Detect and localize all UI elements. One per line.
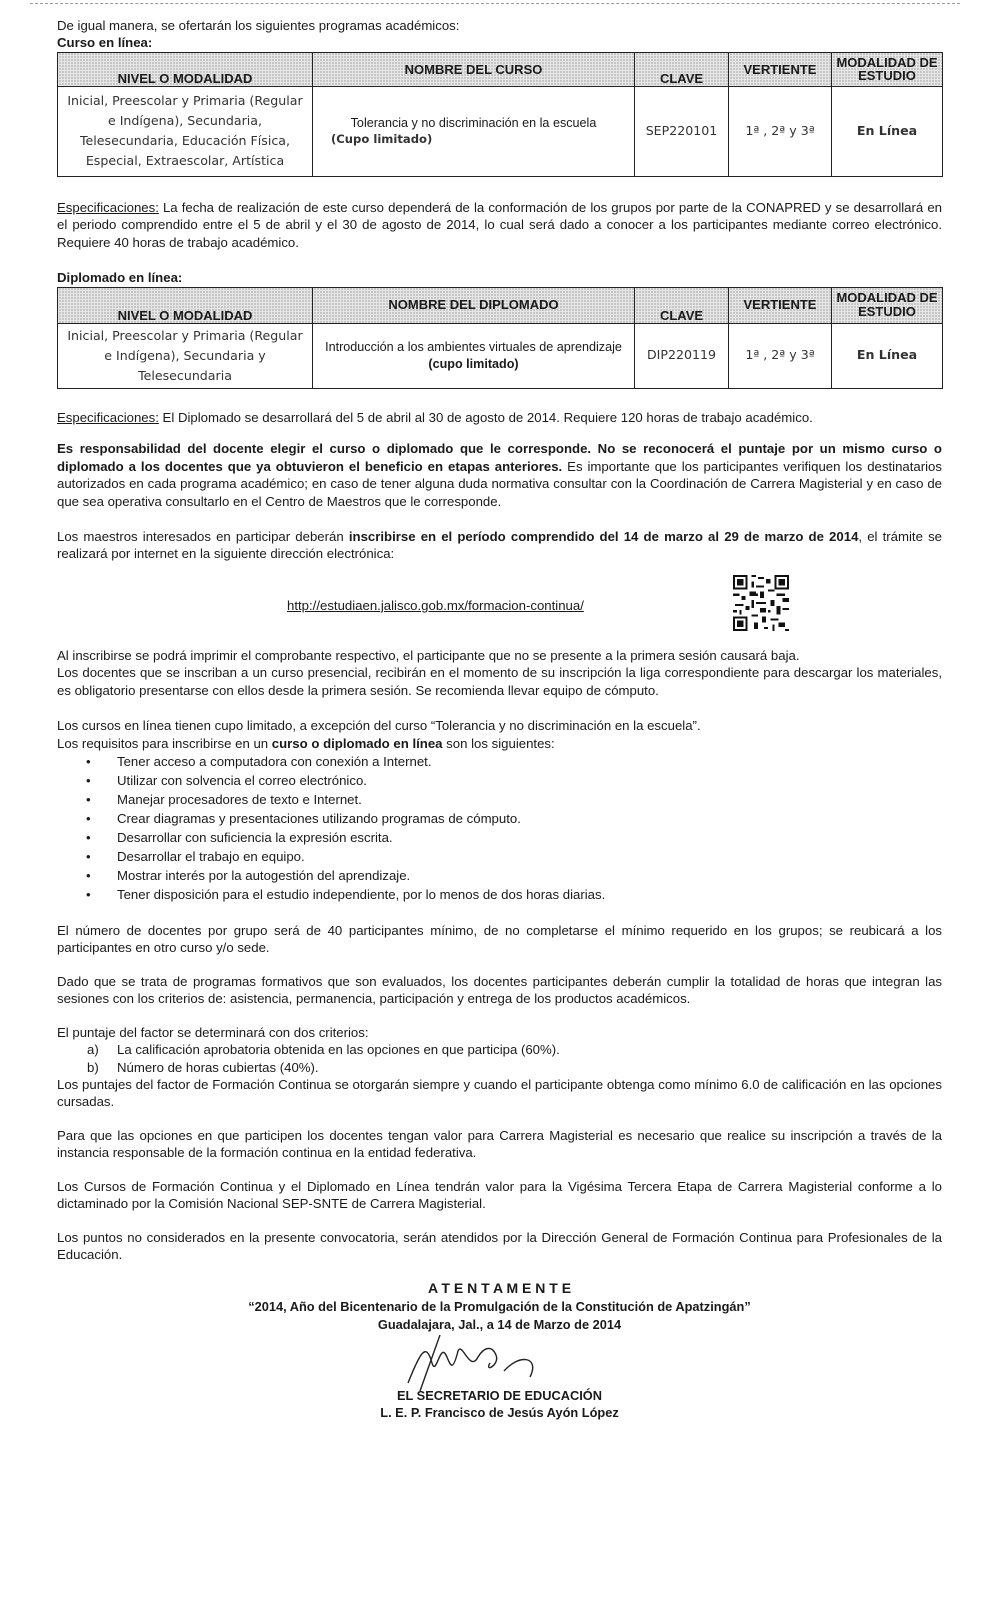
dip-name: Introducción a los ambientes virtuales de aprendizaje	[325, 340, 622, 355]
dip-vertiente: 1ª , 2ª y 3ª	[729, 323, 832, 388]
header-nombre: NOMBRE DEL CURSO	[313, 52, 635, 86]
registration-paragraph	[57, 528, 942, 563]
header-vertiente: VERTIENTE	[729, 52, 832, 86]
dip-header-nivel: NIVEL O MODALIDAD	[58, 287, 313, 323]
scoring-note: Los puntajes del factor de Formación Continua se otorgarán siempre y cuando el participante obtenga como mínimo 6.0 de calificación en las opciones cursadas.	[57, 1076, 942, 1110]
course-vertiente: 1ª , 2ª y 3ª	[729, 86, 832, 176]
dip-clave: DIP220119	[635, 323, 729, 388]
group-size-text: El número de docentes por grupo será de 40 participantes mínimo, de no completarse el mínimo requerido en los grupos; se reubicará a los participantes en otro curso y/o sede.	[57, 923, 942, 956]
criteria-marker: b)	[87, 1059, 99, 1075]
list-item: • Crear diagramas y presentaciones utilizando programas de cómputo.	[57, 809, 942, 828]
list-item: • Tener disposición para el estudio independiente, por lo menos de dos horas diarias.	[57, 885, 942, 904]
course-cupo: (Cupo limitado)	[331, 132, 433, 146]
registration-post: , el trámite se realizará por internet en la siguiente dirección electrónica:	[57, 529, 942, 562]
course-spec-text: La fecha de realización de este curso dependerá de la conformación de los grupos por parte de la CONAPRED y se desarrollará en el periodo comprendido entre el 5 de abril y el 30 de agosto de 2014, lo cual será dado a conocer a los participantes mediante correo electrónico. Requiere 40 horas de trabajo académico.	[57, 199, 942, 250]
dip-modalidad: En Línea	[832, 323, 943, 388]
registration-url-link[interactable]: http://estudiaen.jalisco.gob.mx/formacion-continua/	[287, 597, 584, 613]
qr-code-icon	[731, 573, 791, 633]
validity-text: Para que las opciones en que participen los docentes tengan valor para Carrera Magisterial es necesario que realice su inscripción a través de la instancia responsable de la formación continua en la entidad federativa.	[57, 1127, 942, 1161]
list-item: • Desarrollar el trabajo en equipo.	[57, 847, 942, 866]
criteria-text: Número de horas cubiertas (40%).	[117, 1059, 319, 1075]
list-item: • Tener acceso a computadora con conexión a Internet.	[57, 752, 942, 771]
course-table	[57, 52, 943, 177]
header-nivel: NIVEL O MODALIDAD	[58, 52, 313, 86]
signature	[380, 1333, 620, 1395]
dip-cupo: (cupo limitado)	[428, 356, 519, 371]
dip-nivel: Inicial, Preescolar y Primaria (Regular e Indígena), Secundaria y Telesecundaria	[58, 323, 313, 388]
scoring-intro: El puntaje del factor se determinará con dos criterios:	[57, 1024, 369, 1040]
criteria-marker: a)	[87, 1042, 99, 1058]
course-nombre-cell	[313, 86, 635, 176]
after-registration-2: Los docentes que se inscriban a un curso presencial, recibirán en el momento de su inscripción la liga correspondiente para descargar los materiales, es obligatorio presentarse con ellos desde la primera sesión. Se recomienda llevar equipo de cómputo.	[57, 665, 942, 698]
registration-period: inscribirse en el período comprendido del 14 de marzo al 29 de marzo de 2014	[348, 529, 859, 545]
responsibility-bold: Es responsabilidad del docente elegir el curso o diplomado que le corresponde. No se reconocerá el puntaje por un mismo curso o diplomado a los docentes que ya obtuvieron el beneficio en etapas anteriores.	[57, 441, 942, 474]
course-spec-label: Especificaciones:	[57, 199, 159, 215]
course-nivel: Inicial, Preescolar y Primaria (Regular e Indígena), Secundaria, Telesecundaria, Educación Física, Especial, Extraescolar, Artística	[58, 86, 313, 176]
course-specifications	[57, 199, 942, 251]
diplomado-specifications	[57, 409, 942, 426]
dip-nombre-cell	[313, 323, 635, 388]
after-registration-1: Al inscribirse se podrá imprimir el comprobante respectivo, el participante que no se presente a la primera sesión causará baja.	[57, 647, 800, 663]
responsibility-rest: Es importante que los participantes verifiquen los destinatarios autorizados en cada programa académico; en caso de tener alguna duda normativa consultar con la Coordinación de Carrera Magisterial y en caso de que sea operativa consultarlo en el Centro de Maestros que le corresponde.	[57, 458, 942, 509]
header-clave: CLAVE	[635, 52, 729, 86]
motto: “2014, Año del Bicentenario de la Promulgación de la Constitución de Apatzingán”	[248, 1299, 751, 1315]
dip-spec-text: El Diplomado se desarrollará del 5 de abril al 30 de agosto de 2014. Requiere 120 horas de trabajo académico.	[158, 409, 813, 425]
url-row	[57, 569, 942, 641]
dip-header-nombre: NOMBRE DEL DIPLOMADO	[313, 287, 635, 323]
online-limit-text: Los cursos en línea tienen cupo limitado, a excepción del curso “Tolerancia y no discriminación en la escuela”.	[57, 718, 701, 734]
list-item: • Utilizar con solvencia el correo electrónico.	[57, 771, 942, 790]
course-table-header	[58, 52, 943, 86]
dip-header-modalidad: MODALIDAD DE ESTUDIO	[832, 287, 943, 323]
course-name: Tolerancia y no discriminación en la escuela	[350, 116, 597, 131]
evaluation-text: Dado que se trata de programas formativos que son evaluados, los docentes participantes deberán cumplir la totalidad de horas que integran las sesiones con los criterios de: asistencia, permanencia, participación y entrega de los productos académicos.	[57, 973, 942, 1007]
requirements-intro	[57, 735, 942, 752]
closing-block	[57, 1279, 942, 1421]
atentamente: A T E N T A M E N T E	[427, 1280, 572, 1297]
vigesima-text: Los Cursos de Formación Continua y el Diplomado en Línea tendrán valor para la Vigésima Tercera Etapa de Carrera Magisterial conforme a lo dictaminado por la Comisión Nacional SEP-SNTE de Carrera Magisterial.	[57, 1178, 942, 1212]
criteria-list	[57, 1041, 942, 1076]
req-intro-pre: Los requisitos para inscribirse en un	[57, 735, 272, 751]
dip-header-vertiente: VERTIENTE	[729, 287, 832, 323]
list-item: • Desarrollar con suficiencia la expresión escrita.	[57, 828, 942, 847]
page-top-border	[30, 3, 960, 4]
req-intro-bold: curso o diplomado en línea	[271, 735, 443, 751]
course-modalidad: En Línea	[832, 86, 943, 176]
intro-text: De igual manera, se ofertarán los siguientes programas académicos:	[57, 18, 460, 33]
list-item: • Mostrar interés por la autogestión del aprendizaje.	[57, 866, 942, 885]
place-date: Guadalajara, Jal., a 14 de Marzo de 2014	[377, 1316, 622, 1332]
signer-title: EL SECRETARIO DE EDUCACIÓN	[396, 1387, 602, 1403]
dip-header-clave: CLAVE	[635, 287, 729, 323]
table-row	[58, 323, 943, 388]
list-item: • Manejar procesadores de texto e Internet.	[57, 790, 942, 809]
dip-spec-label: Especificaciones:	[57, 409, 159, 425]
signer-name: L. E. P. Francisco de Jesús Ayón López	[380, 1405, 619, 1421]
responsibility-paragraph	[57, 440, 942, 510]
req-intro-post: son los siguientes:	[442, 735, 555, 751]
others-text: Los puntos no considerados en la presente convocatoria, serán atendidos por la Dirección General de Formación Continua para Profesionales de la Educación.	[57, 1229, 942, 1262]
list-item	[57, 1059, 942, 1076]
diplomado-table	[57, 287, 943, 389]
requirements-list	[57, 752, 942, 904]
list-item	[57, 1041, 942, 1058]
document-page	[57, 14, 942, 1421]
registration-pre: Los maestros interesados en participar deberán	[57, 529, 349, 545]
diplomado-section-title: Diplomado en línea:	[57, 270, 183, 286]
header-modalidad: MODALIDAD DE ESTUDIO	[832, 52, 943, 86]
table-row	[58, 86, 943, 176]
course-clave: SEP220101	[635, 86, 729, 176]
criteria-text: La calificación aprobatoria obtenida en las opciones en que participa (60%).	[117, 1042, 560, 1058]
course-section-title: Curso en línea:	[57, 35, 153, 51]
diplomado-table-header	[58, 287, 943, 323]
